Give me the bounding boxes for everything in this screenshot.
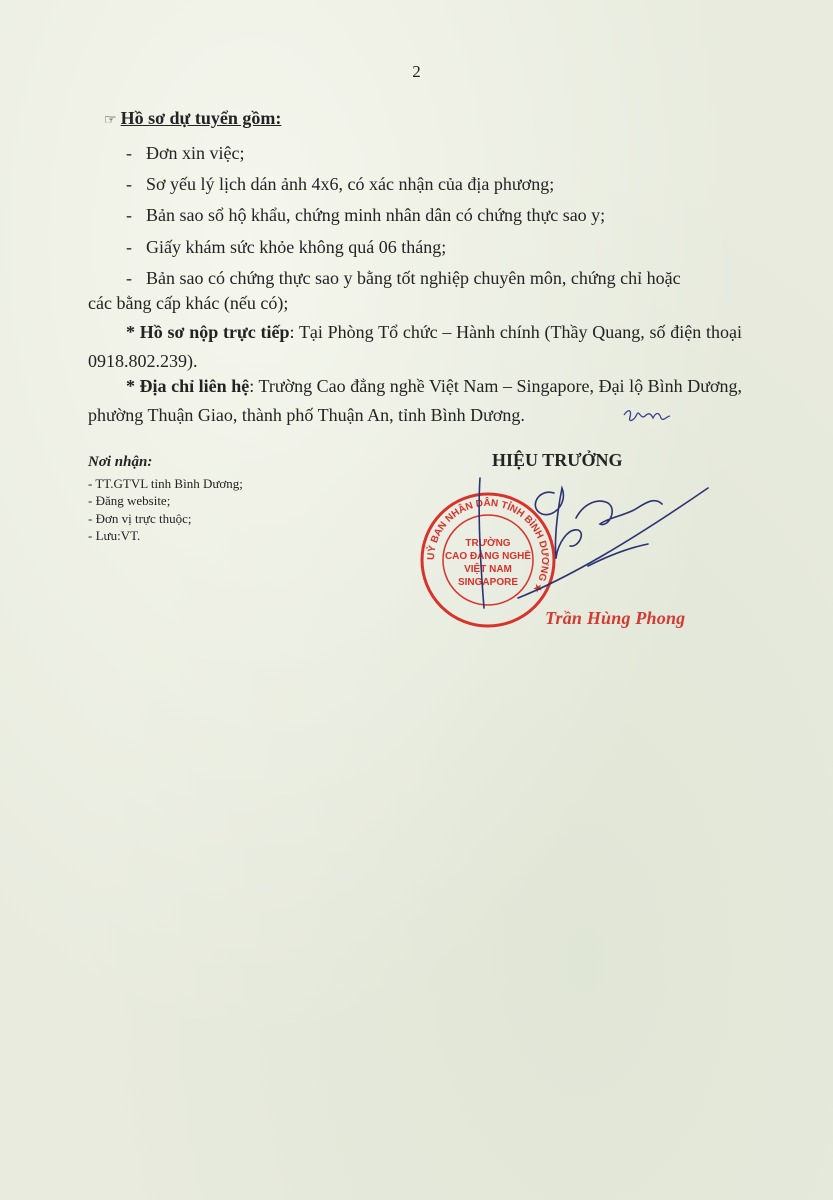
handwritten-initials: [620, 397, 690, 427]
recipient-item: - Lưu:VT.: [88, 528, 141, 543]
documents-heading: [104, 108, 281, 129]
recipient-item: - TT.GTVL tỉnh Bình Dương;: [88, 475, 243, 491]
recipient-item: - Đơn vị trực thuộc;: [88, 510, 192, 526]
list-item: - Giấy khám sức khỏe không quá 06 tháng;: [126, 237, 447, 257]
pointing-hand-icon: ☞: [104, 113, 117, 128]
recipients-title: Nơi nhận:: [88, 454, 153, 470]
page-number: 2: [412, 62, 421, 81]
svg-text:SINGAPORE: SINGAPORE: [457, 577, 519, 588]
contact-label: * Địa chỉ liên hệ: [126, 376, 250, 396]
svg-text:VIỆT NAM: VIỆT NAM: [464, 564, 512, 575]
list-item-continuation: các bằng cấp khác (nếu có);: [88, 293, 289, 313]
svg-text:UỶ BAN NHÂN DÂN TỈNH BÌNH DƯƠN: UỶ BAN NHÂN DÂN TỈNH BÌNH DƯƠNG ★: [425, 497, 551, 595]
list-item: - Bản sao sổ hộ khẩu, chứng minh nhân dân có chứng thực sao y;: [126, 205, 606, 225]
recipients-block: [88, 454, 243, 545]
submission-paragraph: [88, 318, 742, 376]
submission-text: : Tại Phòng Tổ chức – Hành chính (Thầy Quang, số điện thoại 0918.802.239).: [88, 322, 743, 371]
submission-label: * Hồ sơ nộp trực tiếp: [126, 322, 290, 342]
signatory-title: HIỆU TRƯỞNG: [492, 450, 623, 470]
svg-text:CAO ĐẲNG NGHỀ: CAO ĐẲNG NGHỀ: [444, 551, 532, 562]
svg-text:TRƯỜNG: TRƯỜNG: [465, 538, 511, 549]
list-item: - Sơ yếu lý lịch dán ảnh 4x6, có xác nhận của địa phương;: [126, 174, 555, 194]
recipient-item: - Đăng website;: [88, 493, 171, 508]
signer-name: Trần Hùng Phong: [545, 608, 686, 628]
list-item: - Bản sao có chứng thực sao y bằng tốt nghiệp chuyên môn, chứng chỉ hoặc: [126, 268, 681, 288]
list-item: - Đơn xin việc;: [126, 143, 245, 163]
documents-heading-text: Hồ sơ dự tuyển gồm:: [120, 108, 282, 128]
contact-text: : Trường Cao đẳng nghề Việt Nam – Singapore, Đại lộ Bình Dương, phường Thuận Giao, thành phố Thuận An, tỉnh Bình Dương.: [88, 376, 742, 425]
